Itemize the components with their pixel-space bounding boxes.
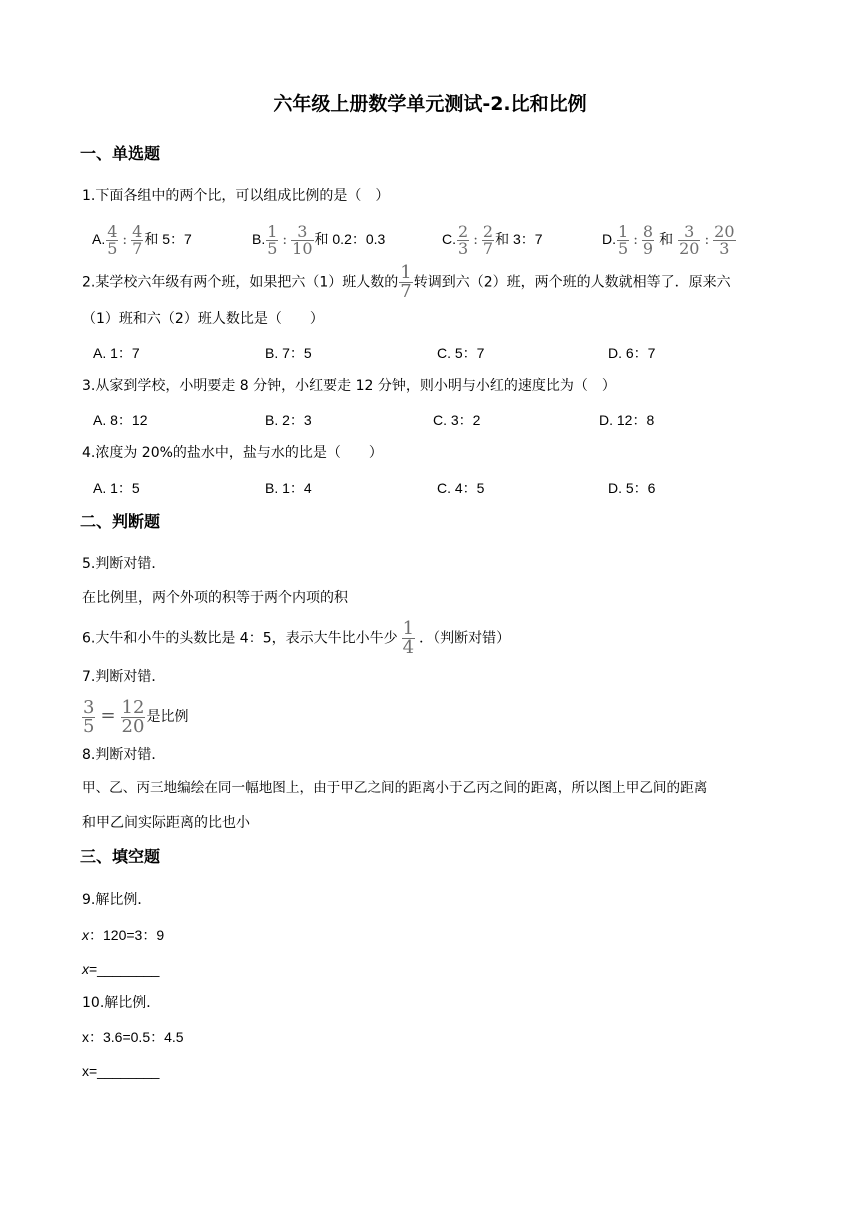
fraction	[642, 221, 654, 258]
question-9-answer-blank[interactable]	[82, 959, 159, 979]
section-heading-true-false: 二、判断题	[80, 512, 161, 531]
fraction	[713, 221, 735, 258]
numerator: 2	[482, 221, 494, 241]
stem-text: 转调到六（2）班，两个班的人数就相等了．原来六	[413, 274, 731, 291]
question-5-body: 在比例里，两个外项的积等于两个内项的积	[82, 590, 348, 606]
numerator: 1	[400, 262, 412, 283]
option-mid: 和	[659, 231, 674, 247]
stem-text: 2.某学校六年级有两个班，如果把六（1）班人数的	[82, 274, 399, 291]
question-1-option-a	[92, 222, 192, 257]
question-2-stem-line1	[82, 264, 731, 301]
option-tail: 和 5：7	[144, 231, 192, 247]
answer-blank: =________	[89, 961, 160, 977]
option-tail: 和 3：7	[495, 231, 543, 247]
question-10-stem: 10.解比例．	[82, 995, 161, 1011]
question-3-stem: 3.从家到学校，小明要走 8 分钟，小红要走 12 分钟，则小明与小红的速度比为（ ）	[82, 378, 616, 394]
question-1-stem: 1.下面各组中的两个比，可以组成比例的是（ ）	[82, 188, 390, 204]
fraction	[82, 696, 95, 737]
variable-x: x	[82, 927, 89, 943]
numerator: 3	[83, 696, 95, 718]
ratio-colon: :	[122, 232, 128, 248]
denominator: 9	[642, 238, 654, 258]
question-8-body-line1: 甲、乙、丙三地编绘在同一幅地图上，由于甲乙之间的距离小于乙丙之间的距离，所以图上甲乙间的距离	[82, 780, 708, 796]
question-4-option-b: B. 1：4	[265, 480, 312, 496]
question-8-stem: 8.判断对错．	[82, 747, 166, 763]
page-title: 六年级上册数学单元测试-2.比和比例	[273, 93, 587, 115]
question-2-stem-line2: （1）班和六（2）班人数比是（ ）	[82, 311, 324, 327]
question-5-stem: 5.判断对错．	[82, 556, 166, 572]
question-3-option-c: C. 3：2	[433, 412, 481, 428]
question-3-option-b: B. 2：3	[265, 412, 312, 428]
question-3-option-a: A. 8：12	[93, 412, 148, 428]
denominator: 20	[121, 715, 145, 737]
denominator: 7	[400, 281, 412, 302]
question-1-option-d	[602, 222, 737, 257]
fraction	[291, 221, 313, 258]
fraction	[457, 221, 469, 258]
numerator: 2	[458, 221, 469, 241]
question-1-option-c	[442, 222, 543, 257]
question-2-option-d: D. 6：7	[608, 345, 656, 361]
question-8-body-line2: 和甲乙间实际距离的比也小	[82, 815, 250, 831]
question-9-equation	[82, 925, 164, 945]
variable-x: x	[82, 961, 89, 977]
fraction	[482, 221, 494, 258]
denominator: 5	[83, 715, 95, 737]
option-label: D.	[602, 231, 616, 247]
fraction	[131, 221, 143, 258]
denominator: 20	[679, 238, 700, 258]
question-2-option-b: B. 7：5	[265, 345, 312, 361]
fraction	[106, 221, 118, 258]
denominator: 10	[292, 238, 313, 258]
denominator: 5	[618, 238, 629, 258]
numerator: 3	[684, 221, 695, 241]
question-4-option-d: D. 5：6	[608, 480, 656, 496]
question-4-option-a: A. 1：5	[93, 480, 140, 496]
denominator: 3	[713, 240, 735, 257]
numerator: 3	[297, 221, 308, 241]
fraction	[266, 221, 278, 258]
question-1-option-b	[252, 222, 385, 257]
numerator: 1	[267, 221, 278, 241]
fraction	[402, 620, 415, 657]
denominator: 5	[107, 238, 118, 258]
option-tail: 和 0.2：0.3	[314, 231, 386, 247]
ratio-colon: :	[633, 232, 638, 248]
denominator: 5	[267, 238, 278, 258]
fraction	[678, 221, 700, 258]
numerator: 12	[121, 696, 145, 718]
numerator: 8	[642, 221, 654, 241]
denominator: 7	[132, 238, 143, 258]
question-9-stem: 9.解比例．	[82, 892, 152, 908]
fraction	[617, 221, 629, 258]
denominator: 3	[458, 238, 469, 258]
question-4-option-c: C. 4：5	[437, 480, 485, 496]
question-10-equation: x：3.6=0.5：4.5	[82, 1029, 184, 1045]
section-heading-fill-in: 三、填空题	[80, 847, 161, 866]
ratio-colon: :	[473, 232, 478, 248]
question-7-equation	[81, 698, 188, 736]
question-7-stem: 7.判断对错．	[82, 669, 166, 685]
ratio-colon: :	[282, 232, 288, 248]
equation-tail: 是比例	[146, 709, 189, 725]
question-2-option-a: A. 1：7	[93, 345, 140, 361]
denominator: 4	[402, 637, 415, 658]
fraction	[121, 696, 146, 737]
fraction	[399, 264, 412, 301]
option-label: A.	[92, 231, 106, 247]
denominator: 7	[482, 238, 494, 258]
question-10-answer-blank[interactable]: x=________	[82, 1063, 160, 1079]
question-3-option-d: D. 12：8	[599, 412, 655, 428]
option-label: C.	[442, 231, 456, 247]
numerator: 1	[618, 221, 629, 241]
numerator: 4	[107, 221, 118, 241]
option-label: B.	[252, 231, 266, 247]
stem-text: 6.大牛和小牛的头数比是 4：5，表示大牛比小牛少	[82, 630, 398, 647]
numerator: 1	[402, 618, 415, 639]
ratio-colon: :	[704, 232, 710, 248]
question-6-stem	[82, 620, 510, 657]
equals-sign: =	[100, 705, 116, 726]
numerator: 4	[132, 221, 143, 241]
question-4-stem: 4.浓度为 20%的盐水中，盐与水的比是（ ）	[82, 445, 383, 461]
section-heading-single-choice: 一、单选题	[80, 144, 161, 163]
equation-text: ：120=3：9	[89, 927, 165, 943]
question-2-option-c: C. 5：7	[437, 345, 485, 361]
stem-text: ．（判断对错）	[419, 630, 511, 647]
numerator: 20	[714, 221, 735, 241]
